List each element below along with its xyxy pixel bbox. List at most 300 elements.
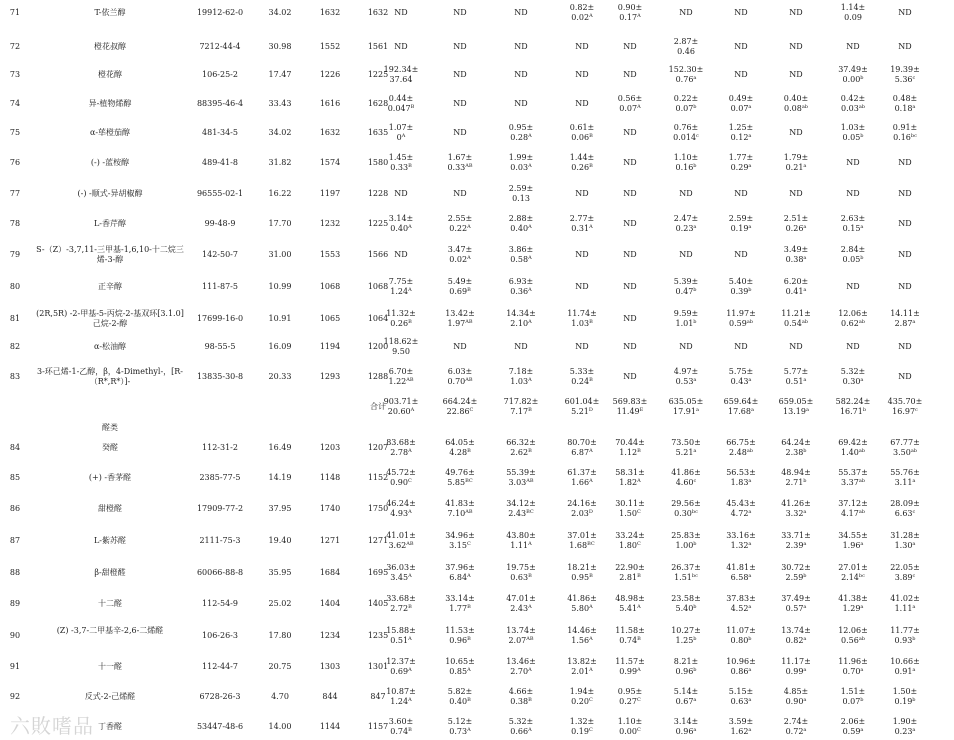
significance-letter: ab [858, 636, 865, 642]
value-mean: 33.68± [386, 594, 416, 603]
value-cell [657, 626, 715, 646]
value-cell [657, 687, 715, 707]
value-sd: 37.64 [389, 75, 413, 84]
value-cell [824, 687, 882, 707]
value-mean: 13.74± [781, 626, 811, 635]
table-row [0, 530, 954, 552]
value-cell [824, 397, 882, 417]
cas-number: 2111-75-3 [199, 536, 241, 545]
value-cell [824, 626, 882, 646]
value-cell [712, 309, 770, 329]
row-number: 92 [9, 692, 21, 701]
value-cell [431, 687, 489, 707]
table-row [0, 338, 954, 356]
value-cell [657, 309, 715, 329]
retention-time: 17.80 [268, 631, 292, 640]
value-cell [492, 468, 550, 488]
value-mean: 1.50± [892, 687, 918, 696]
value-cell [431, 153, 489, 173]
value-mean: 1.14± [840, 3, 866, 12]
value-sd: 3.50$^{ab}$ [893, 448, 917, 457]
value-mean: 5.32± [840, 367, 866, 376]
significance-letter: A [589, 478, 593, 484]
value-mean: ND [394, 250, 408, 259]
value-sd: 5.40$^b$ [675, 604, 697, 613]
value-cell [824, 189, 882, 199]
value-mean: 1.77± [728, 153, 754, 162]
value-cell [431, 128, 489, 138]
value-sd: $1.66^A$ [571, 478, 593, 487]
table-row [0, 122, 954, 144]
significance-letter: B [528, 448, 532, 454]
row-number: 84 [9, 443, 21, 452]
value-mean: 11.17± [781, 657, 811, 666]
value-cell [492, 8, 550, 18]
value-sd: $3.45^A$ [390, 573, 412, 582]
retention-index-lit: 1064 [367, 314, 389, 323]
value-mean: 1.07± [388, 123, 414, 132]
significance-letter: b [860, 75, 864, 81]
value-cell [601, 626, 659, 646]
value-cell [876, 65, 934, 85]
value-sd: 0.51$^a$ [785, 377, 807, 386]
value-sd: $0.63^B$ [510, 573, 532, 582]
cas-number: 99-48-9 [204, 219, 236, 228]
value-sd: 0.54$^{ab}$ [784, 319, 808, 328]
value-sd: 0.29$^a$ [730, 163, 752, 172]
retention-index-calc: 1197 [319, 189, 341, 198]
value-cell [767, 499, 825, 519]
value-cell [824, 531, 882, 551]
value-cell [431, 657, 489, 677]
value-cell [601, 594, 659, 614]
value-sd: 0.07$^b$ [842, 697, 864, 706]
value-cell [712, 626, 770, 646]
value-mean: 48.98± [615, 594, 645, 603]
value-sd: $1.50^C$ [619, 509, 641, 518]
value-sd: 0.70$^a$ [842, 667, 864, 676]
value-mean: 0.90± [617, 3, 643, 12]
retention-index-calc: 1632 [319, 8, 341, 17]
value-cell [824, 42, 882, 52]
retention-time: 31.00 [268, 250, 292, 259]
value-sd: 4.72$^a$ [730, 509, 752, 518]
table-row [0, 36, 954, 58]
value-cell [712, 563, 770, 583]
value-mean: 11.74± [567, 309, 597, 318]
value-sd: 4.52$^a$ [730, 604, 752, 613]
retention-index-calc: 1684 [319, 568, 341, 577]
value-sd: 0.08$^{ab}$ [784, 104, 808, 113]
value-sd: $0.85^A$ [449, 667, 471, 676]
value-sd: 0.90$^a$ [785, 697, 807, 706]
value-sd: $5.41^A$ [619, 604, 641, 613]
value-cell [824, 468, 882, 488]
value-sd: 0.56$^{ab}$ [841, 636, 865, 645]
significance-letter: b [748, 636, 752, 642]
retention-index-calc: 1194 [319, 342, 341, 351]
significance-letter: B [467, 604, 471, 610]
value-cell [876, 397, 934, 417]
value-sd: 9.50 [392, 347, 410, 356]
value-sd: $1.24^A$ [390, 287, 412, 296]
value-cell [824, 342, 882, 352]
significance-letter: a [860, 377, 864, 383]
value-mean: 12.37± [386, 657, 416, 666]
value-sd: $0.02^A$ [449, 255, 471, 264]
value-sd: $2.43^{BC}$ [508, 509, 534, 518]
value-sd: 0.09 [844, 13, 862, 22]
value-sd: 3.37$^{ab}$ [841, 478, 865, 487]
value-cell [492, 499, 550, 519]
significance-letter: a [750, 407, 754, 413]
value-cell [431, 42, 489, 52]
significance-letter: a [803, 697, 807, 703]
value-mean: ND [453, 189, 467, 198]
value-sd: 0.014$^c$ [673, 133, 699, 142]
value-mean: 41.86± [671, 468, 701, 477]
value-sd: 16.97$^c$ [892, 407, 918, 416]
value-mean: ND [453, 42, 467, 51]
value-mean: ND [898, 42, 912, 51]
value-cell [431, 499, 489, 519]
value-mean: ND [734, 70, 748, 79]
value-cell [767, 367, 825, 387]
value-sd: 0.63$^a$ [730, 697, 752, 706]
significance-letter: a [805, 407, 809, 413]
row-number: 74 [9, 99, 21, 108]
significance-letter: A [528, 224, 532, 230]
value-cell [767, 153, 825, 173]
value-mean: 2.84± [840, 245, 866, 254]
value-sd: $1.22^{AB}$ [388, 377, 414, 386]
compound-name: L-紫苏醛 [93, 536, 126, 545]
value-cell [712, 70, 770, 80]
table-row [0, 498, 954, 520]
value-mean: 10.66± [890, 657, 920, 666]
significance-letter: BC [465, 478, 473, 484]
value-mean: 659.64± [723, 397, 759, 406]
significance-letter: a [748, 377, 752, 383]
significance-letter: b [693, 287, 697, 293]
row-number: 91 [9, 662, 21, 671]
value-cell [372, 531, 430, 551]
significance-letter: B [637, 448, 641, 454]
value-cell [492, 42, 550, 52]
retention-index-calc: 1303 [319, 662, 341, 671]
value-cell [824, 438, 882, 458]
significance-letter: c [696, 133, 699, 139]
significance-letter: a [912, 319, 916, 325]
value-mean: 14.46± [567, 626, 597, 635]
value-mean: ND [623, 250, 637, 259]
value-mean: 582.24± [835, 397, 871, 406]
value-sd: $2.03^D$ [571, 509, 593, 518]
significance-letter: b [693, 104, 697, 110]
value-cell [372, 717, 430, 737]
significance-letter: a [912, 604, 916, 610]
value-cell [492, 123, 550, 143]
value-cell [431, 189, 489, 199]
value-mean: 5.40± [728, 277, 754, 286]
value-cell [712, 94, 770, 114]
value-cell [767, 531, 825, 551]
value-sd: $0.07^A$ [619, 104, 641, 113]
significance-letter: ab [858, 478, 865, 484]
table-row [0, 395, 954, 419]
value-cell [601, 687, 659, 707]
significance-letter: a [748, 727, 752, 733]
significance-letter: C [636, 509, 641, 515]
significance-letter: bc [691, 573, 698, 579]
cas-number: 60066-88-8 [196, 568, 244, 577]
compound-name: 橙花叔醇 [94, 42, 126, 51]
value-cell [372, 189, 430, 199]
value-mean: 3.49± [783, 245, 809, 254]
significance-letter: a [748, 509, 752, 515]
value-cell [767, 189, 825, 199]
value-cell [601, 282, 659, 292]
value-cell [876, 563, 934, 583]
significance-letter: b [693, 604, 697, 610]
value-mean: ND [394, 8, 408, 17]
significance-letter: A [528, 667, 532, 673]
value-mean: 2.55± [447, 214, 473, 223]
value-cell [767, 397, 825, 417]
table-row [0, 422, 954, 434]
value-mean: 24.16± [567, 499, 597, 508]
value-mean: 55.39± [506, 468, 536, 477]
value-mean: 73.50± [671, 438, 701, 447]
retention-index-lit: 1750 [367, 504, 389, 513]
value-mean: 11.53± [445, 626, 475, 635]
value-sd: $0.73^A$ [449, 727, 471, 736]
table-row [0, 276, 954, 298]
significance-letter: a [803, 667, 807, 673]
value-cell [767, 657, 825, 677]
value-mean: ND [623, 282, 637, 291]
significance-letter: a [860, 727, 864, 733]
value-mean: 19.75± [506, 563, 536, 572]
value-mean: 33.71± [781, 531, 811, 540]
cas-number: 489-41-8 [202, 158, 238, 167]
value-cell [876, 123, 934, 143]
value-mean: 12.06± [838, 626, 868, 635]
value-sd: 1.25$^b$ [675, 636, 697, 645]
retention-index-lit: 1068 [367, 282, 389, 291]
significance-letter: C [636, 541, 641, 547]
value-mean: ND [575, 99, 589, 108]
significance-letter: A [528, 163, 532, 169]
value-sd: $0.66^A$ [510, 727, 532, 736]
value-mean: 41.83± [445, 499, 475, 508]
significance-letter: A [401, 133, 406, 139]
compound-name: 十二醛 [98, 599, 122, 608]
significance-letter: A [528, 604, 532, 610]
value-cell [372, 687, 430, 707]
value-mean: ND [846, 342, 860, 351]
value-sd: $0.00^C$ [619, 727, 641, 736]
significance-letter: b [748, 287, 752, 293]
value-mean: 659.05± [778, 397, 814, 406]
value-mean: 2.77± [569, 214, 595, 223]
significance-letter: AB [465, 319, 473, 325]
value-mean: 12.06± [838, 309, 868, 318]
value-sd: $5.85^{BC}$ [447, 478, 473, 487]
value-sd: 0.53$^a$ [675, 377, 697, 386]
value-cell [601, 717, 659, 737]
retention-index-lit: 1405 [367, 599, 389, 608]
value-sd: $0.22^A$ [449, 224, 471, 233]
value-mean: 10.65± [445, 657, 475, 666]
significance-letter: A [467, 255, 471, 261]
value-mean: 1.10± [617, 717, 643, 726]
retention-index-calc: 1740 [319, 504, 341, 513]
value-cell [657, 594, 715, 614]
row-number: 79 [9, 250, 21, 259]
significance-letter: a [860, 541, 864, 547]
retention-index-lit: 1635 [367, 128, 389, 137]
significance-letter: ab [858, 104, 865, 110]
value-sd: $0.06^B$ [571, 133, 593, 142]
value-sd: 2.59$^b$ [785, 573, 807, 582]
significance-letter: a [803, 604, 807, 610]
value-mean: 11.57± [615, 657, 645, 666]
value-cell [876, 468, 934, 488]
table-row [0, 2, 954, 24]
value-cell [601, 531, 659, 551]
value-cell [824, 282, 882, 292]
significance-letter: b [862, 407, 867, 413]
value-sd: $1.24^A$ [390, 697, 412, 706]
compound-name: L-香芹醇 [93, 219, 126, 228]
significance-letter: ab [910, 448, 917, 454]
value-sd: $2.62^B$ [510, 448, 532, 457]
value-cell [712, 250, 770, 260]
retention-index-lit: 1207 [367, 443, 389, 452]
retention-time: 16.49 [268, 443, 292, 452]
value-cell [601, 3, 659, 23]
significance-letter: AB [465, 163, 473, 169]
value-sd: $0.03^A$ [510, 163, 532, 172]
value-cell [431, 468, 489, 488]
value-cell [431, 309, 489, 329]
retention-index-lit: 1157 [367, 722, 389, 731]
value-mean: ND [575, 70, 589, 79]
cas-number: 17909-77-2 [196, 504, 244, 513]
value-mean: 11.97± [726, 309, 756, 318]
value-mean: 5.82± [447, 687, 473, 696]
significance-letter: b [860, 133, 864, 139]
significance-letter: A [589, 636, 593, 642]
table-row [0, 686, 954, 708]
retention-index-calc: 1148 [319, 473, 341, 482]
value-sd: 1.01$^b$ [675, 319, 697, 328]
significance-letter: B [589, 163, 593, 169]
cas-number: 111-87-5 [202, 282, 238, 291]
value-cell [824, 657, 882, 677]
significance-letter: A [589, 224, 593, 230]
value-mean: 7.75± [388, 277, 414, 286]
value-cell [876, 342, 934, 352]
value-sd: 0.13 [512, 194, 530, 203]
value-mean: ND [575, 342, 589, 351]
value-cell [712, 438, 770, 458]
significance-letter: a [912, 104, 916, 110]
value-mean: 33.16± [726, 531, 756, 540]
significance-letter: ab [746, 448, 753, 454]
value-cell [712, 153, 770, 173]
value-mean: 0.95± [617, 687, 643, 696]
retention-time: 37.95 [268, 504, 292, 513]
significance-letter: ab [858, 448, 865, 454]
value-mean: 18.21± [567, 563, 597, 572]
retention-index-calc: 1232 [319, 219, 341, 228]
value-cell [767, 245, 825, 265]
value-cell [431, 8, 489, 18]
value-sd: $3.62^{AB}$ [388, 541, 414, 550]
significance-letter: b [912, 697, 916, 703]
value-mean: 192.34± [383, 65, 419, 74]
value-mean: 5.15± [728, 687, 754, 696]
significance-letter: bc [910, 133, 917, 139]
retention-index-lit: 1235 [367, 631, 389, 640]
value-sd: 6.58$^a$ [730, 573, 752, 582]
value-mean: ND [453, 8, 467, 17]
compound-name: β-甜橙醛 [94, 568, 126, 577]
compound-name: (-) -蓝桉醇 [90, 158, 130, 167]
value-mean: 635.05± [668, 397, 704, 406]
value-sd: 0.91$^a$ [894, 667, 916, 676]
value-mean: 22.90± [615, 563, 645, 572]
value-cell [431, 717, 489, 737]
significance-letter: C [636, 727, 641, 733]
value-cell [601, 468, 659, 488]
value-sd: $1.77^B$ [449, 604, 471, 613]
retention-index-lit: 847 [370, 692, 386, 701]
value-cell [876, 594, 934, 614]
value-sd: $0.02^A$ [571, 13, 593, 22]
value-mean: 1.94± [569, 687, 595, 696]
value-cell [657, 657, 715, 677]
value-mean: 9.59± [673, 309, 699, 318]
retention-time: 31.82 [268, 158, 292, 167]
value-mean: 22.05± [890, 563, 920, 572]
value-mean: 80.70± [567, 438, 597, 447]
value-mean: ND [898, 8, 912, 17]
value-mean: 58.31± [615, 468, 645, 477]
significance-letter: a [803, 255, 807, 261]
value-cell [431, 531, 489, 551]
value-mean: 0.61± [569, 123, 595, 132]
retention-time: 16.09 [268, 342, 292, 351]
value-sd: $7.17^B$ [510, 407, 532, 416]
value-mean: ND [898, 219, 912, 228]
retention-index-calc: 1144 [319, 722, 341, 731]
retention-index-lit: 1152 [367, 473, 389, 482]
significance-letter: a [693, 448, 697, 454]
value-mean: 0.56± [617, 94, 643, 103]
value-mean: 2.87± [673, 37, 699, 46]
value-cell [492, 397, 550, 417]
value-mean: ND [898, 189, 912, 198]
value-cell [601, 158, 659, 168]
value-cell [372, 94, 430, 114]
value-sd: $0.17^A$ [619, 13, 641, 22]
significance-letter: A [528, 319, 532, 325]
significance-letter: A [467, 667, 471, 673]
value-mean: ND [789, 342, 803, 351]
